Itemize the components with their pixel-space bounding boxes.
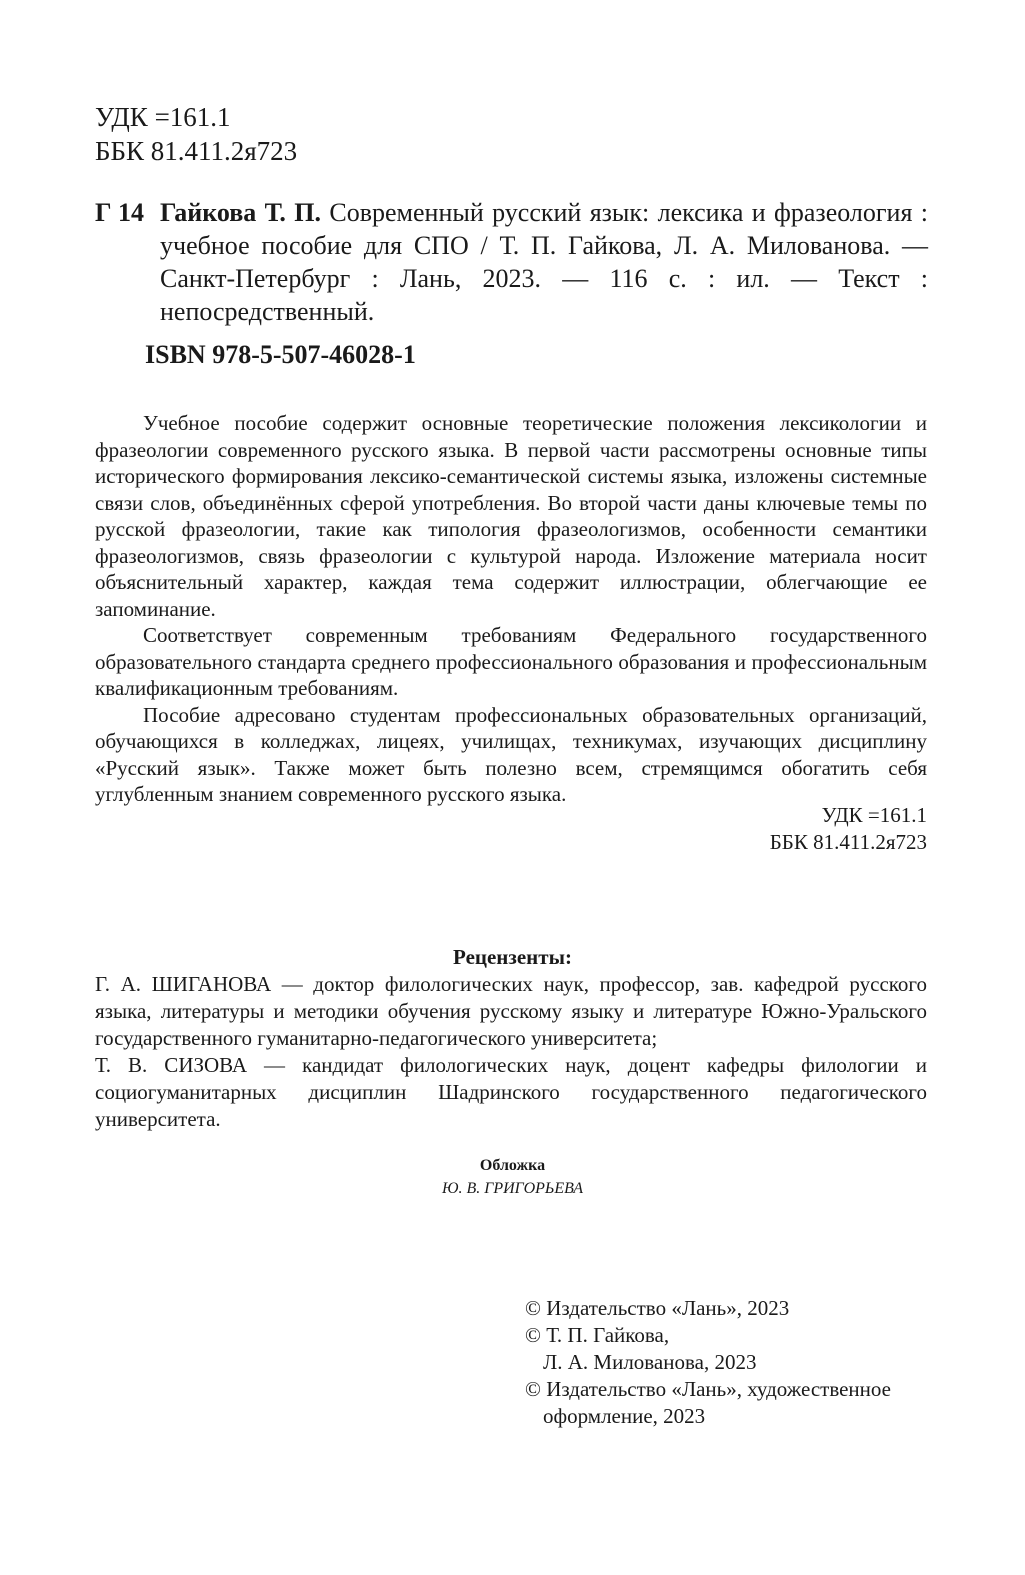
annotation (95, 410, 927, 808)
author-sign: Г 14 (95, 198, 145, 227)
cover-designer: Ю. В. ГРИГОРЬЕВА (441, 1180, 584, 1197)
bibliographic-entry (160, 196, 928, 328)
header-codes (95, 100, 297, 168)
reviewer-item: Г. А. ШИГАНОВА — доктор филологических наук, профессор, зав. кафедрой русского языка, литературы и методики обучения русскому языку и литературе Южно-Уральского государственного гуманитарно-педагогического университета; (95, 972, 927, 1050)
annotation-paragraph: Соответствует современным требованиям Федерального государственного образовательного стандарта среднего профессионального образования и профессиональным квалификационным требованиям. (95, 623, 927, 700)
reviewer-item: Т. В. СИЗОВА — кандидат филологических наук, доцент кафедры филологии и социогуманитарных дисциплин Шадринского государственного педагогического университета. (95, 1053, 927, 1131)
annotation-paragraph: Пособие адресовано студентам профессиональных образовательных организаций, обучающихся в колледжах, лицеях, училищах, техникумах, изучающих дисциплину «Русский язык». Также может быть полезно всем, стремящимся обогатить себя углубленным знанием современного русского языка. (95, 702, 927, 806)
entry-author: Гайкова Т. П. (160, 198, 321, 227)
copyright-line: © Издательство «Лань», 2023 (525, 1296, 790, 1320)
bbk-code: ББК 81.411.2я723 (95, 136, 298, 166)
annotation-paragraph: Учебное пособие содержит основные теоретические положения лексикологии и фразеологии современного русского языка. В первой части рассмотрены основные типы исторического формирования лексико-семантической системы языка, изложены системные связи слов, объединённых сферой употребления. Во второй части даны ключевые темы по русской фразеологии, такие как типология фразеологизмов, особенности семантики фразеологизмов, связь фразеологии с культурой народа. Изложение материала носит объяснительный характер, каждая тема содержит иллюстрации, облегчающие ее запоминание. (95, 411, 927, 621)
udk-code: УДК =161.1 (821, 803, 927, 827)
copyright-block (525, 1295, 891, 1430)
bbk-code: ББК 81.411.2я723 (769, 830, 927, 854)
udk-code: УДК =161.1 (95, 102, 231, 132)
copyright-line: © Т. П. Гайкова, (525, 1323, 670, 1347)
reviewers-list (95, 971, 927, 1133)
copyright-line: оформление, 2023 (543, 1404, 706, 1428)
isbn: ISBN 978-5-507-46028-1 (145, 340, 416, 369)
copyright-line: Л. А. Милованова, 2023 (543, 1350, 757, 1374)
entry-description: Современный русский язык: лексика и фразеология : учебное пособие для СПО / Т. П. Гайкова, Л. А. Милованова. — Санкт-Петербург : Лань, 2023. — 116 с. : ил. — Текст : непосредственный. (160, 198, 929, 326)
copyright-line: © Издательство «Лань», художественное (525, 1377, 891, 1401)
reviewers-heading: Рецензенты: (453, 945, 572, 969)
cover-heading: Обложка (479, 1157, 546, 1174)
footer-codes (600, 802, 927, 856)
